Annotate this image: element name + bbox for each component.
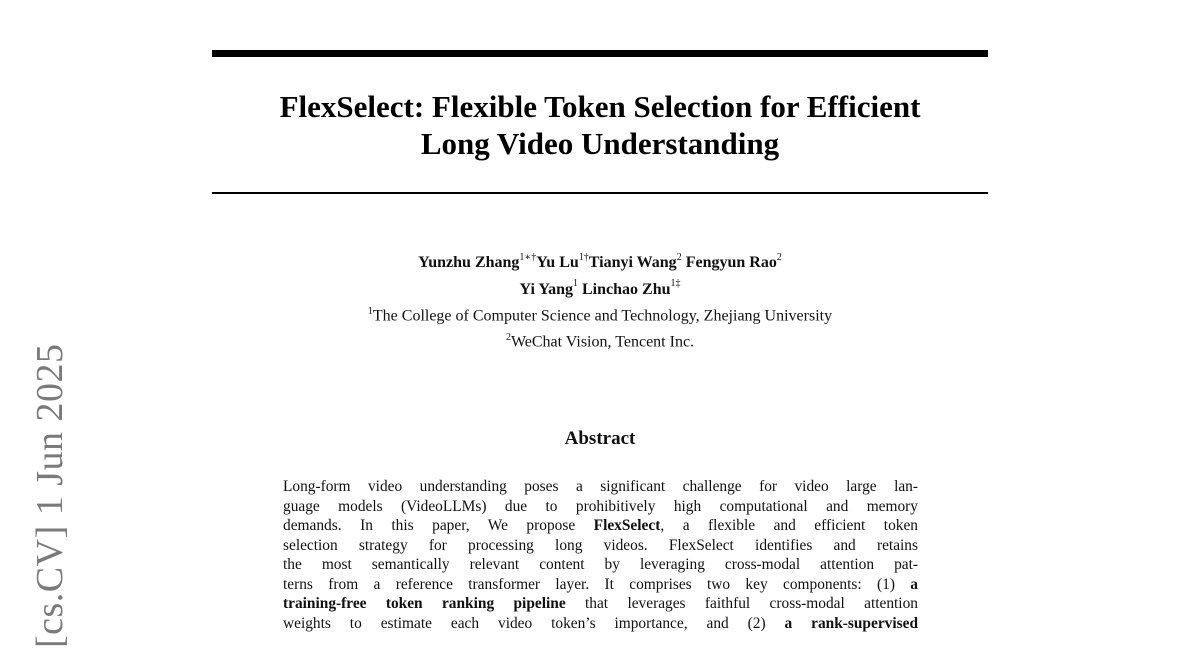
abstract-text: , a flexible and efficient token	[660, 517, 918, 534]
abstract-bold-text: FlexSelect	[593, 517, 661, 534]
abstract-text: the most semantically relevant content by leveraging cross-modal attention pat-	[283, 556, 918, 573]
abstract-heading: Abstract	[564, 428, 636, 449]
abstract-bold-text: a	[910, 575, 918, 593]
abstract-bold-text: a rank-supervised	[784, 614, 918, 632]
author-line-1	[212, 248, 988, 274]
author: Yunzhu Zhang$^{1∗\dagger}$	[418, 252, 537, 272]
abstract-line	[283, 516, 918, 536]
abstract-line	[283, 497, 918, 517]
abstract-text: Long-form video understanding poses a significant challenge for video large lan-	[283, 478, 918, 495]
abstract-text: guage models (VideoLLMs) due to prohibitively high computational and memory	[283, 497, 918, 515]
abstract-text: weights to estimate each video token’s importance, and (2)	[283, 614, 785, 632]
affiliation: $^2$WeChat Vision, Tencent Inc.	[505, 331, 695, 351]
author: Fengyun Rao$^2$	[685, 252, 782, 272]
abstract-line	[283, 594, 918, 614]
top-rule	[212, 50, 988, 57]
author: Yu $Lu^{1\dagger}$	[536, 252, 589, 272]
abstract-line	[283, 536, 918, 556]
abstract-text: demands. In this paper, We propose	[283, 517, 594, 534]
abstract-line	[283, 555, 918, 575]
abstract-body	[283, 477, 918, 633]
abstract-text: terns from a reference transformer layer. It comprises two key components: (1)	[283, 575, 911, 593]
abstract-line	[283, 614, 918, 634]
title-line-1: FlexSelect: Flexible Token Selection for Efficient	[279, 89, 921, 124]
title-bottom-rule	[212, 192, 988, 194]
paper-title	[212, 88, 988, 162]
abstract-bold-text: training-free token ranking pipeline	[283, 595, 566, 612]
abstract-line	[283, 575, 918, 595]
abstract-text: that leverages faithful cross-modal attention	[565, 595, 918, 612]
author: Tianyi Wang$^2$	[588, 252, 682, 272]
arxiv-side-stamp: [cs.CV] 1 Jun 2025	[29, 343, 71, 648]
abstract-text: selection strategy for processing long videos. FlexSelect identifies and retains	[283, 536, 918, 554]
title-line-2: Long Video Understanding	[420, 126, 780, 161]
author: Yi Yang$^1$	[519, 278, 578, 298]
affiliation: $^1$The College of Computer Science and Technology, Zhejiang University	[367, 305, 833, 324]
author-block	[212, 248, 988, 353]
author-line-2	[212, 274, 988, 300]
abstract-line	[283, 477, 918, 497]
author: Linchao Zhu$^{1\ddagger}$	[582, 278, 681, 298]
